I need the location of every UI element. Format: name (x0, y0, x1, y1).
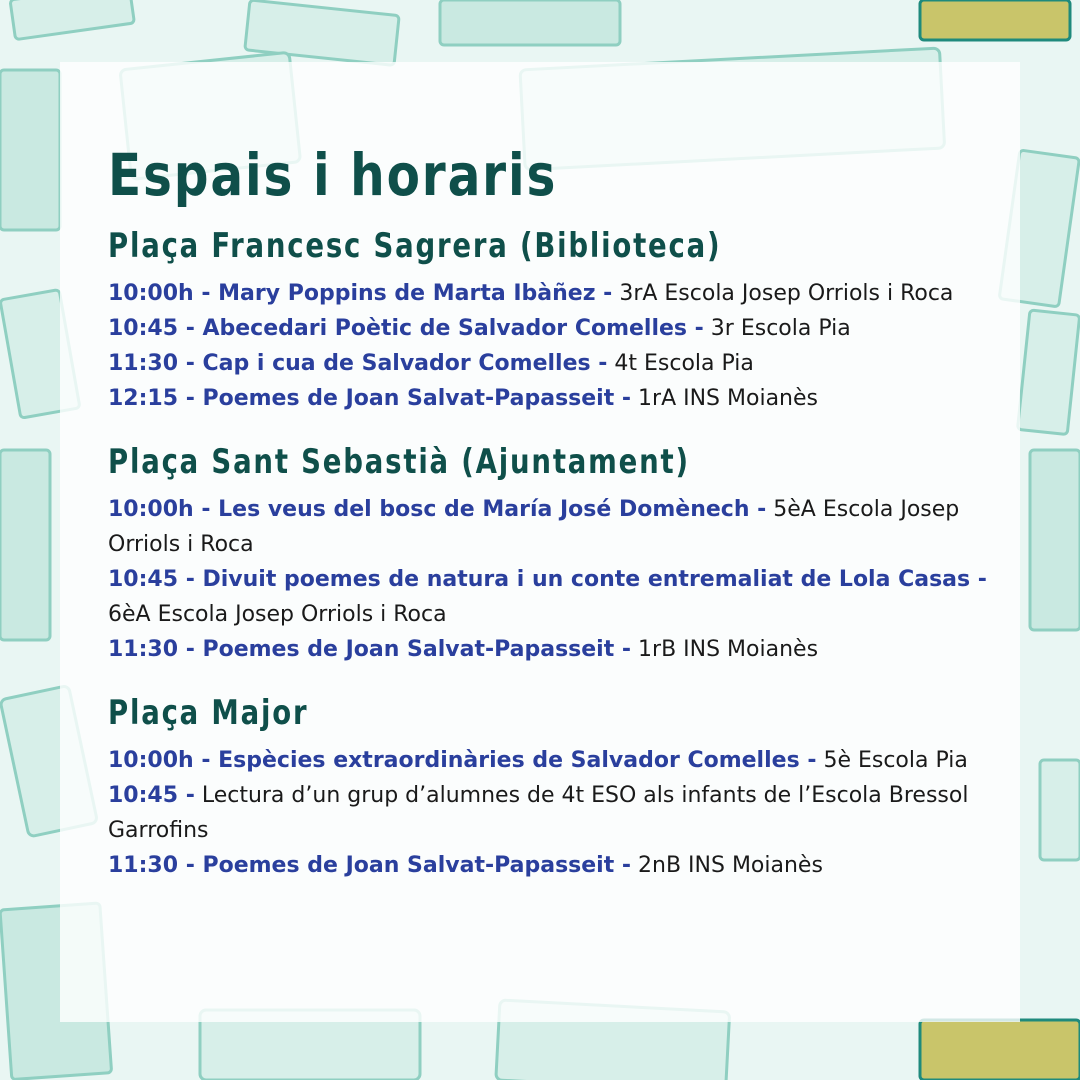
entry-detail: 6èA Escola Josep Orriols i Roca (108, 602, 447, 627)
book-icon (0, 450, 50, 640)
entry-title: 11:30 - Poemes de Joan Salvat-Papasseit - (108, 637, 632, 662)
entry-title: 11:30 - Cap i cua de Salvador Comelles - (108, 351, 608, 376)
entry-detail: 4t Escola Pia (607, 351, 754, 376)
section-title: Plaça Major (108, 693, 309, 733)
schedule (108, 140, 1008, 907)
page-title: Espais i horaris (108, 141, 558, 209)
entry-title: 10:45 - (108, 783, 195, 808)
book-icon (1040, 760, 1080, 860)
section-placa-sant-sebastia (108, 440, 1008, 667)
book-icon (1030, 450, 1080, 630)
list-item (108, 848, 1008, 883)
section-title: Plaça Sant Sebastià (Ajuntament) (108, 442, 690, 482)
entry-title: 10:00h - Espècies extraordinàries de Salvador Comelles - (108, 748, 817, 773)
book-icon (1017, 310, 1079, 435)
entry-detail: 3r Escola Pia (703, 316, 851, 341)
entry-detail: 5è Escola Pia (816, 748, 968, 773)
book-icon (10, 0, 134, 40)
entry-title: 10:00h - Mary Poppins de Marta Ibàñez - (108, 281, 613, 306)
list-item (108, 632, 1008, 667)
section-placa-major (108, 691, 1008, 883)
entry-detail: 2nB INS Moianès (631, 853, 823, 878)
book-icon (920, 1020, 1080, 1080)
section-title: Plaça Francesc Sagrera (Biblioteca) (108, 226, 722, 266)
section-placa-francesc-sagrera (108, 224, 1008, 416)
list-item (108, 311, 1008, 346)
book-icon (920, 0, 1070, 40)
book-icon (440, 0, 620, 45)
book-icon (0, 70, 60, 230)
entry-title: 11:30 - Poemes de Joan Salvat-Papasseit - (108, 853, 632, 878)
entry-detail: 1rA INS Moianès (631, 386, 818, 411)
list-item (108, 381, 1008, 416)
list-item (108, 492, 1008, 562)
entry-title: 10:00h - Les veus del bosc de María José Domènech - (108, 497, 767, 522)
entry-detail: 5èA Escola Josep Orriols i Roca (108, 497, 960, 557)
entry-detail: 3rA Escola Josep Orriols i Roca (612, 281, 954, 306)
entry-title: 12:15 - Poemes de Joan Salvat-Papasseit - (108, 386, 632, 411)
entry-detail: 1rB INS Moianès (631, 637, 819, 662)
list-item (108, 276, 1008, 311)
list-item (108, 743, 1008, 778)
list-item (108, 562, 1008, 632)
entry-detail: Lectura d’un grup d’alumnes de 4t ESO als infants de l’Escola Bressol Garrofins (108, 783, 969, 843)
list-item (108, 778, 1008, 848)
entry-title: 10:45 - Divuit poemes de natura i un conte entremaliat de Lola Casas - (108, 567, 987, 592)
list-item (108, 346, 1008, 381)
entry-title: 10:45 - Abecedari Poètic de Salvador Comelles - (108, 316, 704, 341)
